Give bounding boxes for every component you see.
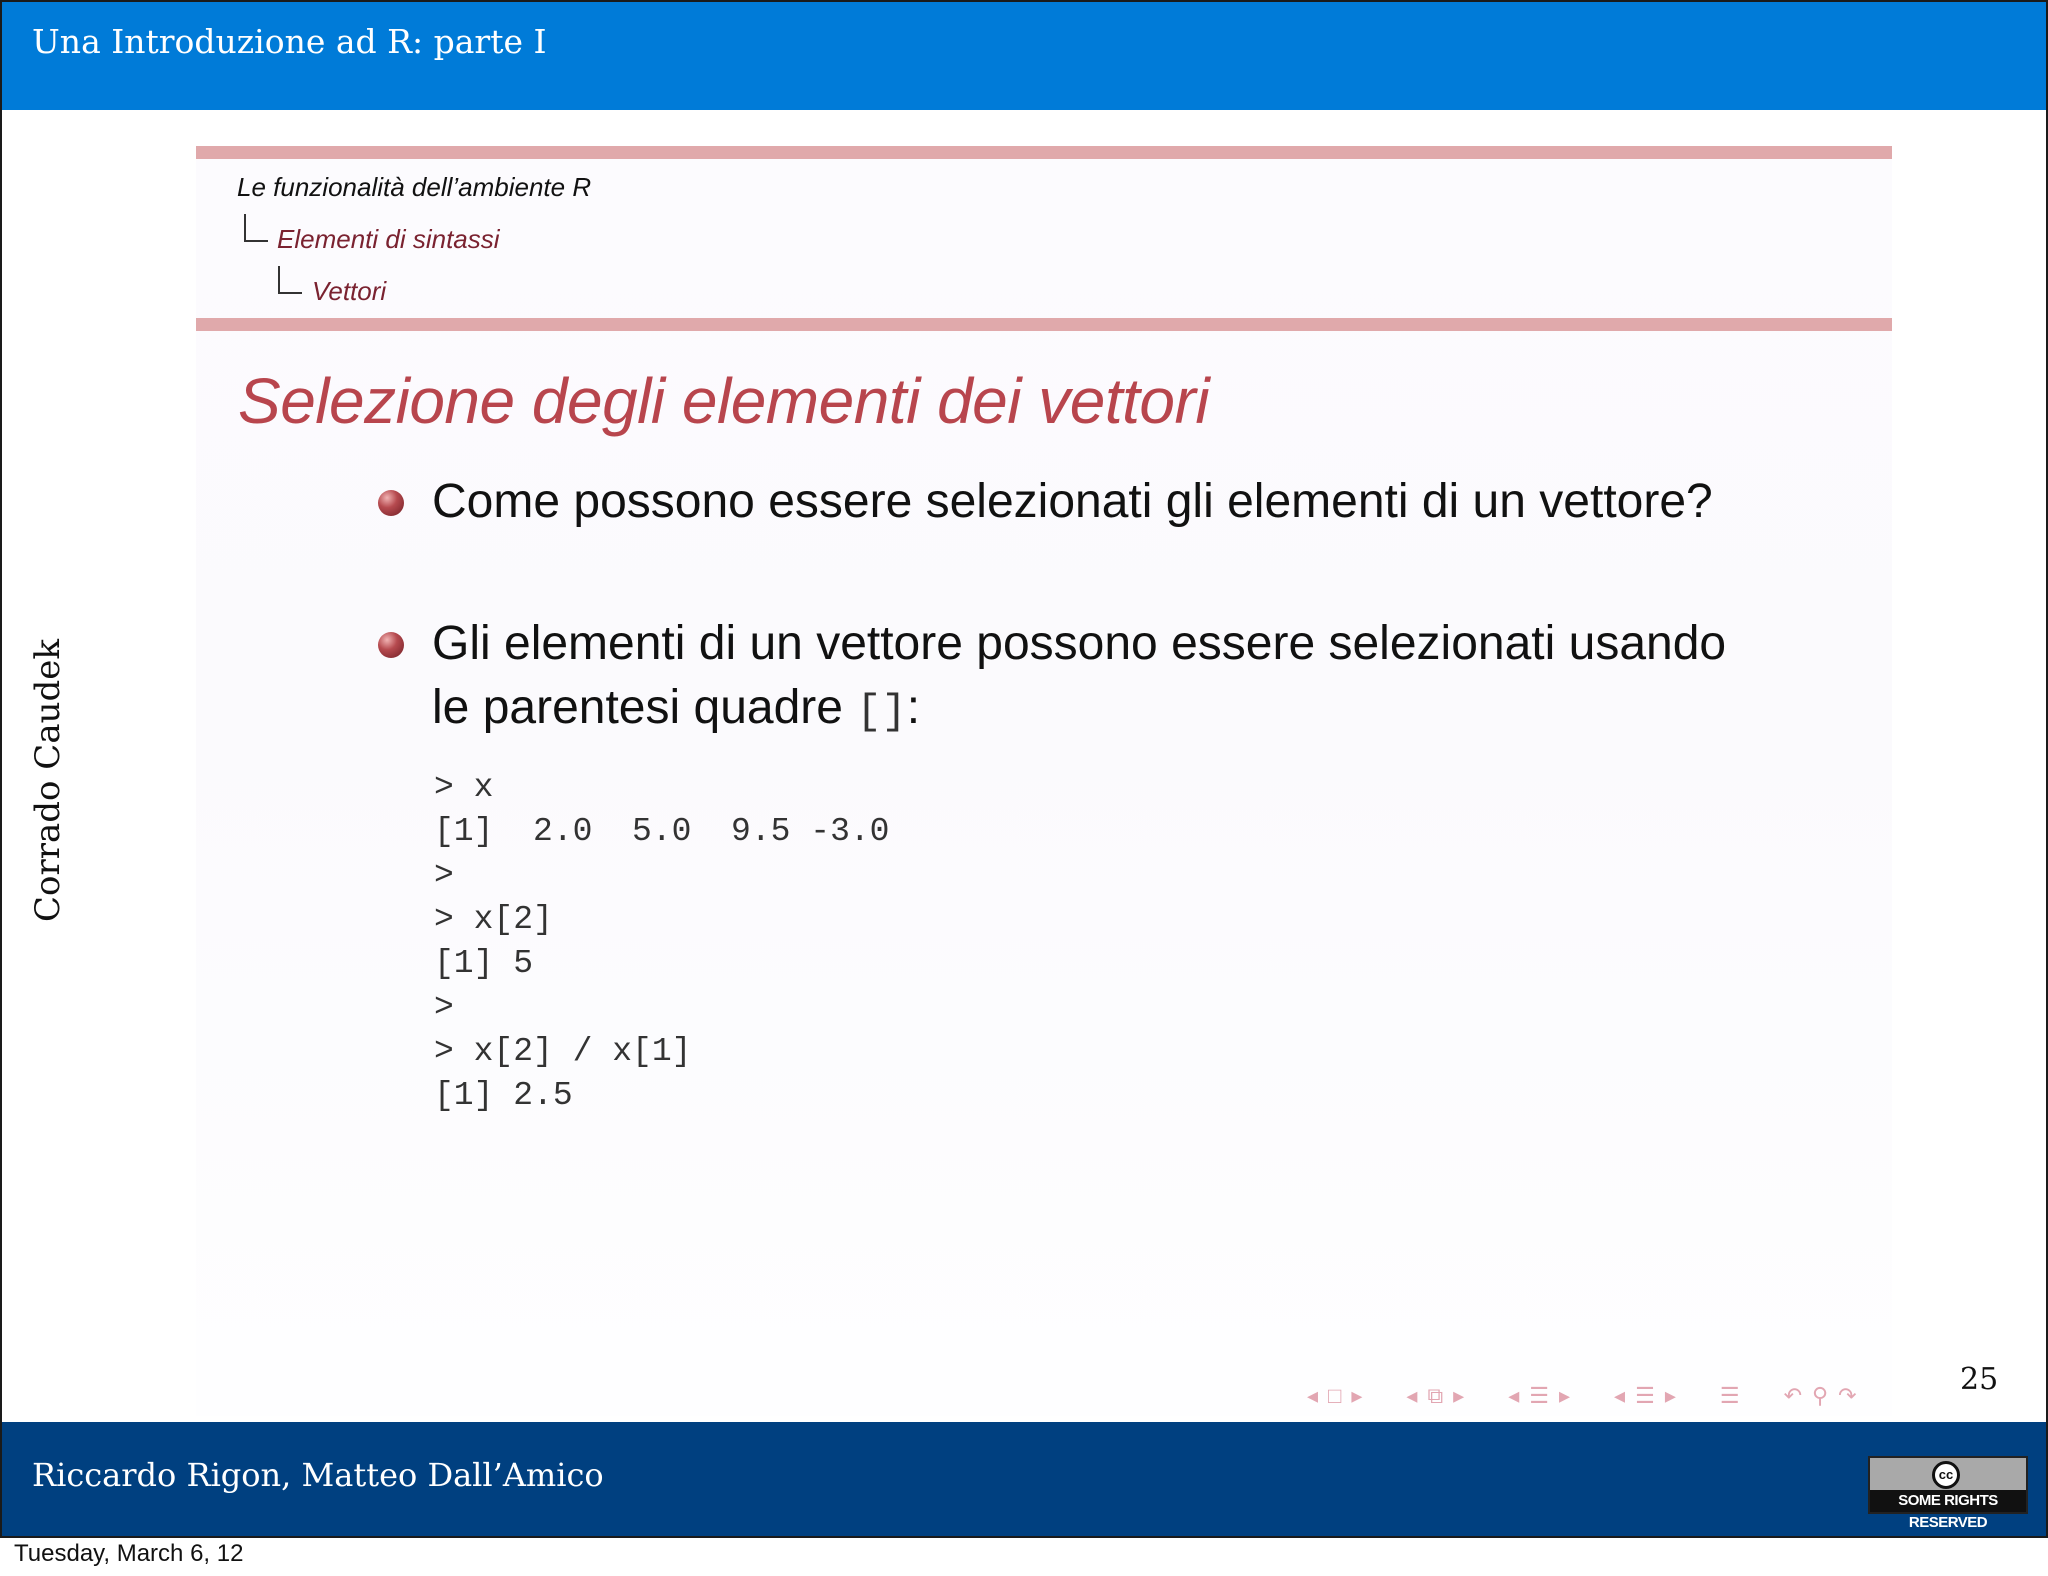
code-line: [1] 5: [434, 945, 534, 982]
arrow-right-icon[interactable]: ▸: [1558, 1383, 1571, 1408]
breadcrumb-bottom-bar: [196, 318, 1892, 331]
frame-icon[interactable]: □: [1328, 1383, 1342, 1408]
back-icon[interactable]: ↶: [1783, 1383, 1803, 1408]
code-line: >: [434, 857, 454, 894]
bullet-item: [432, 612, 1732, 744]
cc-icon: cc: [1932, 1461, 1960, 1489]
bullet-suffix: :: [906, 681, 921, 734]
slide-header: [0, 0, 2048, 110]
beamer-navigation: [1302, 1378, 1862, 1414]
slide-title: Selezione degli elementi dei vettori: [238, 365, 1210, 437]
bullet-item: [432, 470, 1732, 534]
toc-icon[interactable]: ☰: [1719, 1383, 1740, 1408]
bullet-text: Gli elementi di un vettore possono essere selezionati usando le parentesi quadre: [432, 617, 1727, 734]
code-line: > x[2]: [434, 901, 553, 938]
arrow-left-icon[interactable]: ◂: [1614, 1383, 1626, 1408]
slide-footer: [0, 1422, 2048, 1538]
arrow-right-icon[interactable]: ▸: [1664, 1383, 1676, 1408]
presentation-title: Una Introduzione ad R: parte I: [32, 22, 547, 61]
arrow-left-icon[interactable]: ◂: [1406, 1383, 1418, 1408]
cc-license-text: SOME RIGHTS RESERVED: [1870, 1490, 2026, 1512]
page-number: 25: [1960, 1362, 1999, 1397]
code-line: >: [434, 989, 454, 1026]
forward-icon[interactable]: ↷: [1838, 1383, 1857, 1408]
code-line: > x[2] / x[1]: [434, 1033, 692, 1070]
arrow-left-icon[interactable]: ◂: [1307, 1383, 1319, 1408]
breadcrumb-top-bar: [196, 146, 1892, 159]
date-stamp: Tuesday, March 6, 12: [14, 1540, 244, 1567]
arrow-right-icon[interactable]: ▸: [1453, 1383, 1465, 1408]
breadcrumb-subsection[interactable]: Elementi di sintassi: [277, 224, 500, 254]
cc-license-badge[interactable]: [1868, 1456, 2028, 1531]
bullet-icon: [378, 490, 404, 516]
section-icon[interactable]: ☰: [1529, 1383, 1549, 1408]
slide-body: [196, 146, 1892, 1416]
breadcrumb-elbow: [278, 266, 302, 294]
code-line: > x: [434, 769, 494, 806]
bullet-text: Come possono essere selezionati gli elementi di un vettore?: [432, 475, 1713, 528]
arrow-right-icon[interactable]: ▸: [1351, 1383, 1363, 1408]
breadcrumb-subsubsection[interactable]: Vettori: [312, 276, 387, 306]
breadcrumb-elbow: [244, 214, 268, 242]
arrow-left-icon[interactable]: ◂: [1508, 1383, 1520, 1408]
subsection-icon[interactable]: ⧉: [1427, 1383, 1444, 1408]
sidebar-author: Corrado Caudek: [28, 639, 68, 922]
bullet-icon: [378, 632, 404, 658]
search-icon[interactable]: ⚲: [1812, 1383, 1829, 1408]
code-line: [1] 2.5: [434, 1077, 573, 1114]
code-line: [1] 2.0 5.0 9.5 -3.0: [434, 813, 890, 850]
subsubsection-icon[interactable]: ☰: [1635, 1383, 1655, 1408]
footer-authors: Riccardo Rigon, Matteo Dall’Amico: [32, 1456, 604, 1494]
code-block: [434, 766, 889, 1118]
inline-code: []: [856, 688, 907, 736]
breadcrumb-section[interactable]: Le funzionalità dell’ambiente R: [237, 172, 592, 202]
